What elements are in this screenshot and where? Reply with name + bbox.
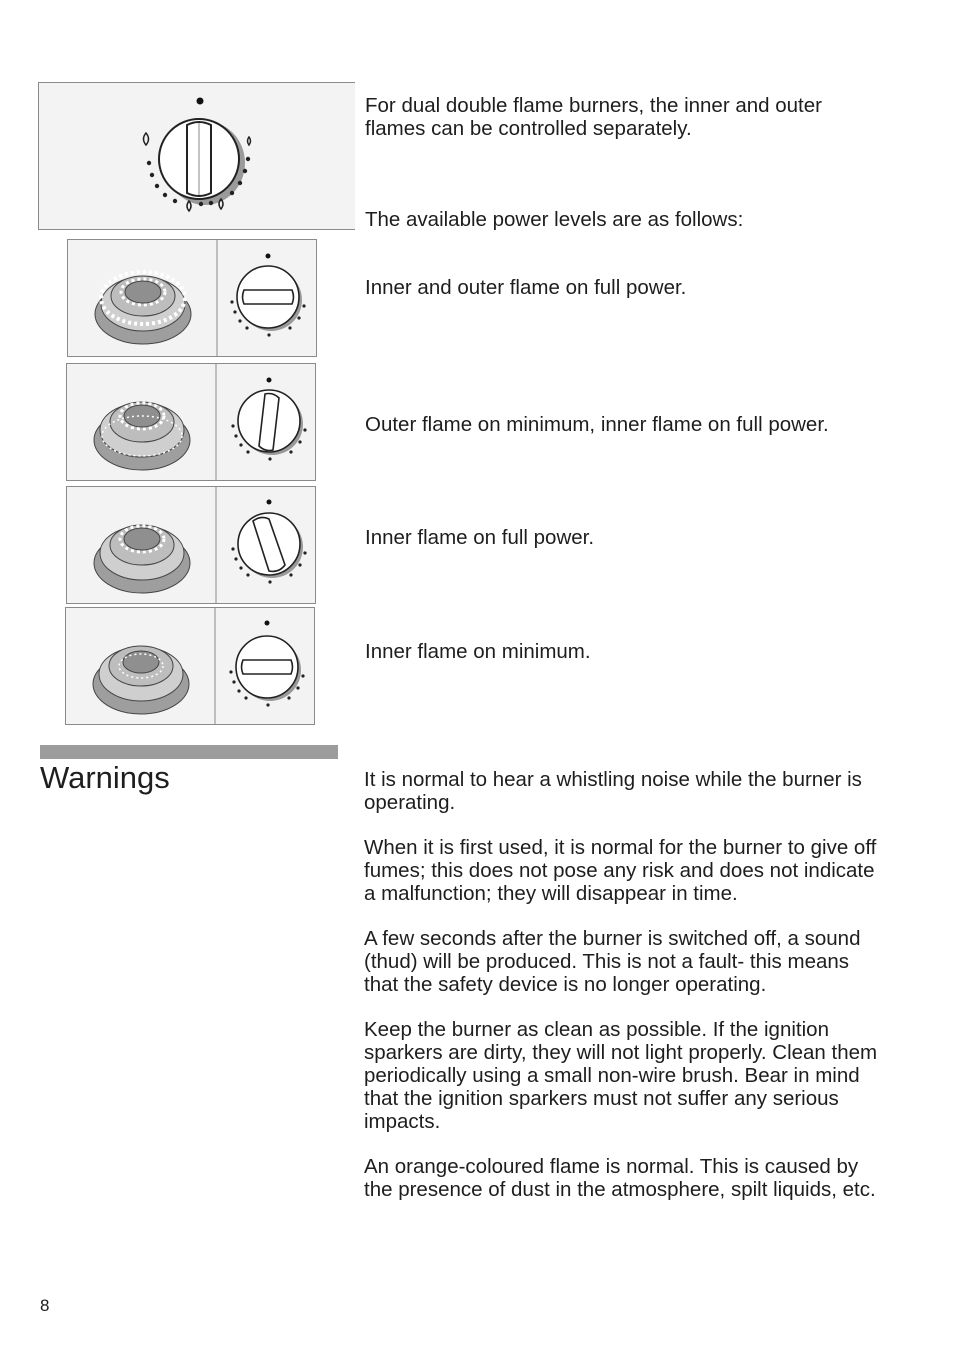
intro-power-levels: The available power levels are as follows: [365, 208, 744, 231]
level-figure-4 [65, 607, 315, 725]
section-divider-bar [40, 745, 338, 759]
control-knob-icon [39, 83, 355, 230]
level-label: Outer flame on minimum, inner flame on full power. [365, 413, 829, 436]
section-title: Warnings [40, 760, 170, 795]
level-label: Inner and outer flame on full power. [365, 276, 687, 299]
burner-both-full-icon [68, 240, 317, 357]
warning-paragraph: Keep the burner as clean as possible. If the ignition sparkers are dirty, they will not light properly. Clean them periodically using a small non-wire brush. Bear in mind that the ignition sparkers must not suffer any serious impacts. [364, 1018, 878, 1133]
warnings-body [364, 768, 888, 1223]
warning-paragraph: A few seconds after the burner is switched off, a sound (thud) will be produced. This is not a fault- this means that the safety device is no longer operating. [364, 927, 861, 996]
burner-outer-min-inner-full-icon [67, 364, 316, 481]
intro-text: For dual double flame burners, the inner and outer flames can be controlled separately. [365, 94, 822, 140]
level-label: Inner flame on minimum. [365, 640, 591, 663]
page-number: 8 [40, 1296, 50, 1315]
level-figure-1 [67, 239, 317, 357]
control-knob-figure [38, 82, 355, 230]
warning-paragraph: When it is first used, it is normal for the burner to give off fumes; this does not pose any risk and does not indicate a malfunction; they will disappear in time. [364, 836, 877, 905]
level-figure-2 [66, 363, 316, 481]
level-figure-3 [66, 486, 316, 604]
burner-inner-full-icon [67, 487, 316, 604]
level-label: Inner flame on full power. [365, 526, 595, 549]
warning-paragraph: An orange-coloured flame is normal. This is caused by the presence of dust in the atmosphere, spilt liquids, etc. [364, 1155, 876, 1201]
burner-inner-min-icon [66, 608, 315, 725]
warning-paragraph: It is normal to hear a whistling noise while the burner is operating. [364, 768, 862, 814]
